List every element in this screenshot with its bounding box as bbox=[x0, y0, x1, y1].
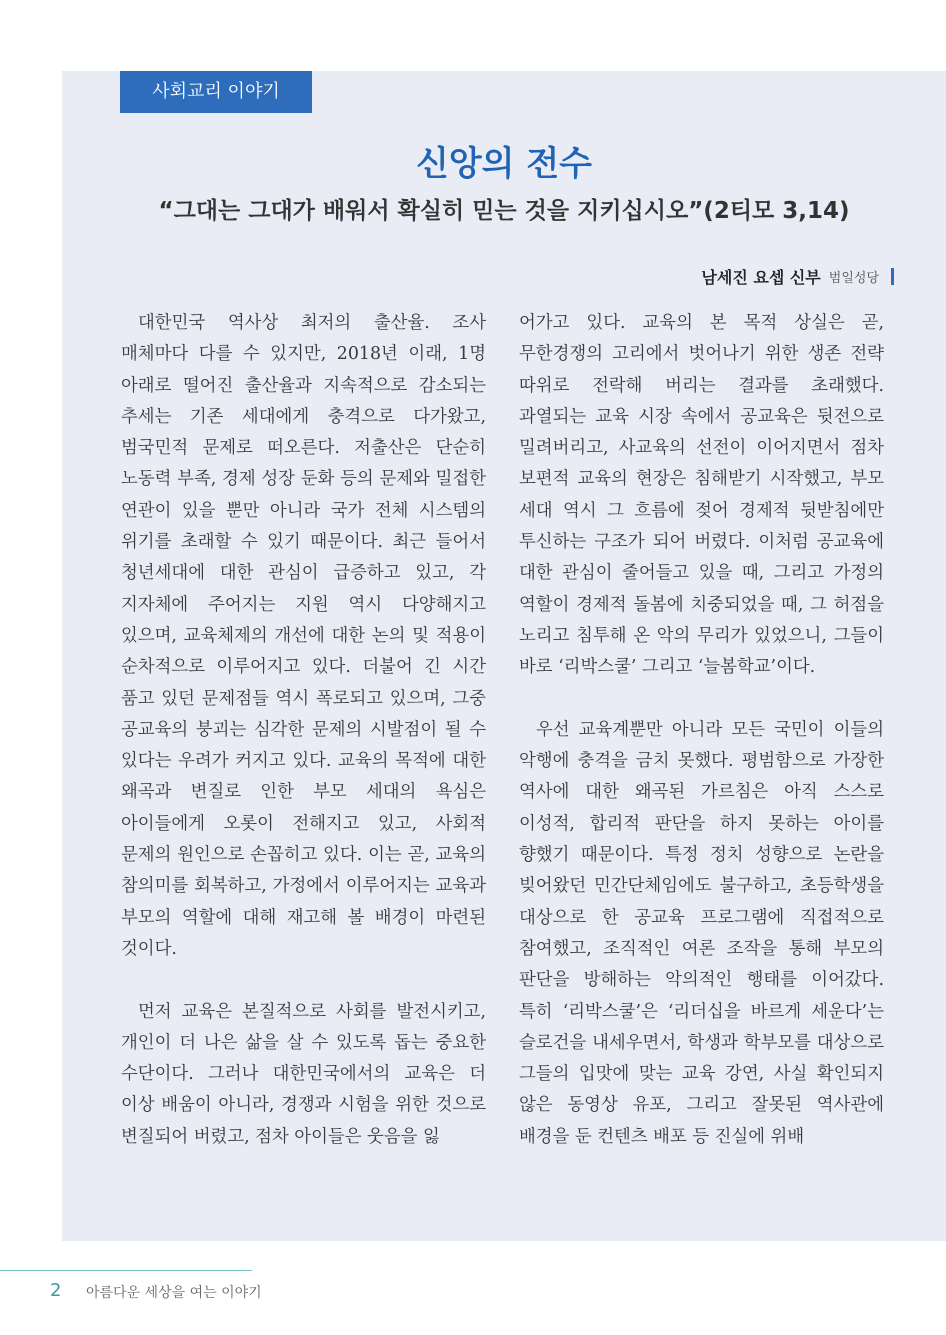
author-name: 남세진 요셉 신부 bbox=[701, 267, 821, 287]
page-number: 2 bbox=[50, 1280, 62, 1301]
paragraph: 우선 교육계뿐만 아니라 모든 국민이 이들의 악행에 충격을 금치 못했다. 평범함으로 가장한 역사에 대한 왜곡된 가르침은 아직 스스로 이성적, 합리적 판단을 하지 못하는 아이를 향했기 때문이다. 특정 정치 성향으로 논란을 빚어왔던 민간단체임에도 불구하고, 초등학생을 대상으로 한 공교육 프로그램에 직접적으로 참여했고, 조직적인 여론 조작을 통해 부모의 판단을 방해하는 악의적인 행태를 이어갔다. 특히 ‘리박스쿨’은 ‘리더십을 바르게 세운다’는 슬로건을 내세우면서, 학생과 학부모를 대상으로 그들의 입맛에 맞는 교육 강연, 사실 확인되지 않은 동영상 유포, 그리고 잘못된 역사관에 배경을 둔 컨텐츠 배포 등 진실에 위배 bbox=[519, 719, 884, 1147]
body-column-right bbox=[519, 308, 884, 1153]
byline-bar bbox=[891, 268, 894, 285]
magazine-title: 아름다운 세상을 여는 이야기 bbox=[86, 1285, 262, 1301]
paragraph: 어가고 있다. 교육의 본 목적 상실은 곧, 무한경쟁의 고리에서 벗어나기 위한 생존 전략 따위로 전락해 버리는 결과를 초래했다. 과열되는 교육 시장 속에서 공교육은 뒷전으로 밀려버리고, 사교육의 선전이 이어지면서 점차 보편적 교육의 현장은 침해받기 시작했고, 부모 세대 역시 그 흐름에 젖어 경제적 뒷받침에만 투신하는 구조가 되어 버렸다. 이처럼 공교육에 대한 관심이 줄어들고 있을 때, 그리고 가정의 역할이 경제적 돌봄에 치중되었을 때, 그 허점을 노리고 침투해 온 악의 무리가 있었으니, 그들이 바로 ‘리박스쿨’ 그리고 ‘늘봄학교’이다. bbox=[519, 313, 884, 678]
article-subtitle: “그대는 그대가 배워서 확실히 믿는 것을 지키십시오”(2티모 3,14) bbox=[158, 198, 850, 224]
author-parish: 범일성당 bbox=[828, 270, 879, 286]
byline bbox=[701, 262, 894, 290]
category-tag: 사회교리 이야기 bbox=[120, 71, 312, 113]
body-column-left bbox=[121, 308, 486, 1153]
article-title: 신앙의 전수 bbox=[415, 144, 593, 184]
paragraph: 대한민국 역사상 최저의 출산율. 조사 매체마다 다를 수 있지만, 2018년 이래, 1명 아래로 떨어진 출산율과 지속적으로 감소되는 추세는 기존 세대에게 충격으로 다가왔고, 범국민적 문제로 떠오른다. 저출산은 단순히 노동력 부족, 경제 성장 둔화 등의 문제와 밀접한 연관이 있을 뿐만 아니라 국가 전체 시스템의 위기를 초래할 수 있기 때문이다. 최근 들어서 청년세대에 대한 관심이 급증하고 있고, 각 지자체에 주어지는 지원 역시 다양해지고 있으며, 교육체제의 개선에 대한 논의 및 적용이 순차적으로 이루어지고 있다. 더불어 긴 시간 품고 있던 문제점들 역시 폭로되고 있으며, 그중 공교육의 붕괴는 심각한 문제의 시발점이 될 수 있다는 우려가 커지고 있다. 교육의 목적에 대한 왜곡과 변질로 인한 부모 세대의 욕심은 아이들에게 오롯이 전해지고 있고, 사회적 문제의 원인으로 손꼽히고 있다. 이는 곧, 교육의 참의미를 회복하고, 가정에서 이루어지는 교육과 부모의 역할에 대해 재고해 볼 배경이 마련된 것이다. bbox=[121, 313, 486, 959]
footer-divider bbox=[0, 1270, 252, 1271]
paragraph: 먼저 교육은 본질적으로 사회를 발전시키고, 개인이 더 나은 삶을 살 수 있도록 돕는 중요한 수단이다. 그러나 대한민국에서의 교육은 더 이상 배움이 아니라, 경쟁과 시험을 위한 것으로 변질되어 버렸고, 점차 아이들은 웃음을 잃 bbox=[121, 1001, 486, 1147]
